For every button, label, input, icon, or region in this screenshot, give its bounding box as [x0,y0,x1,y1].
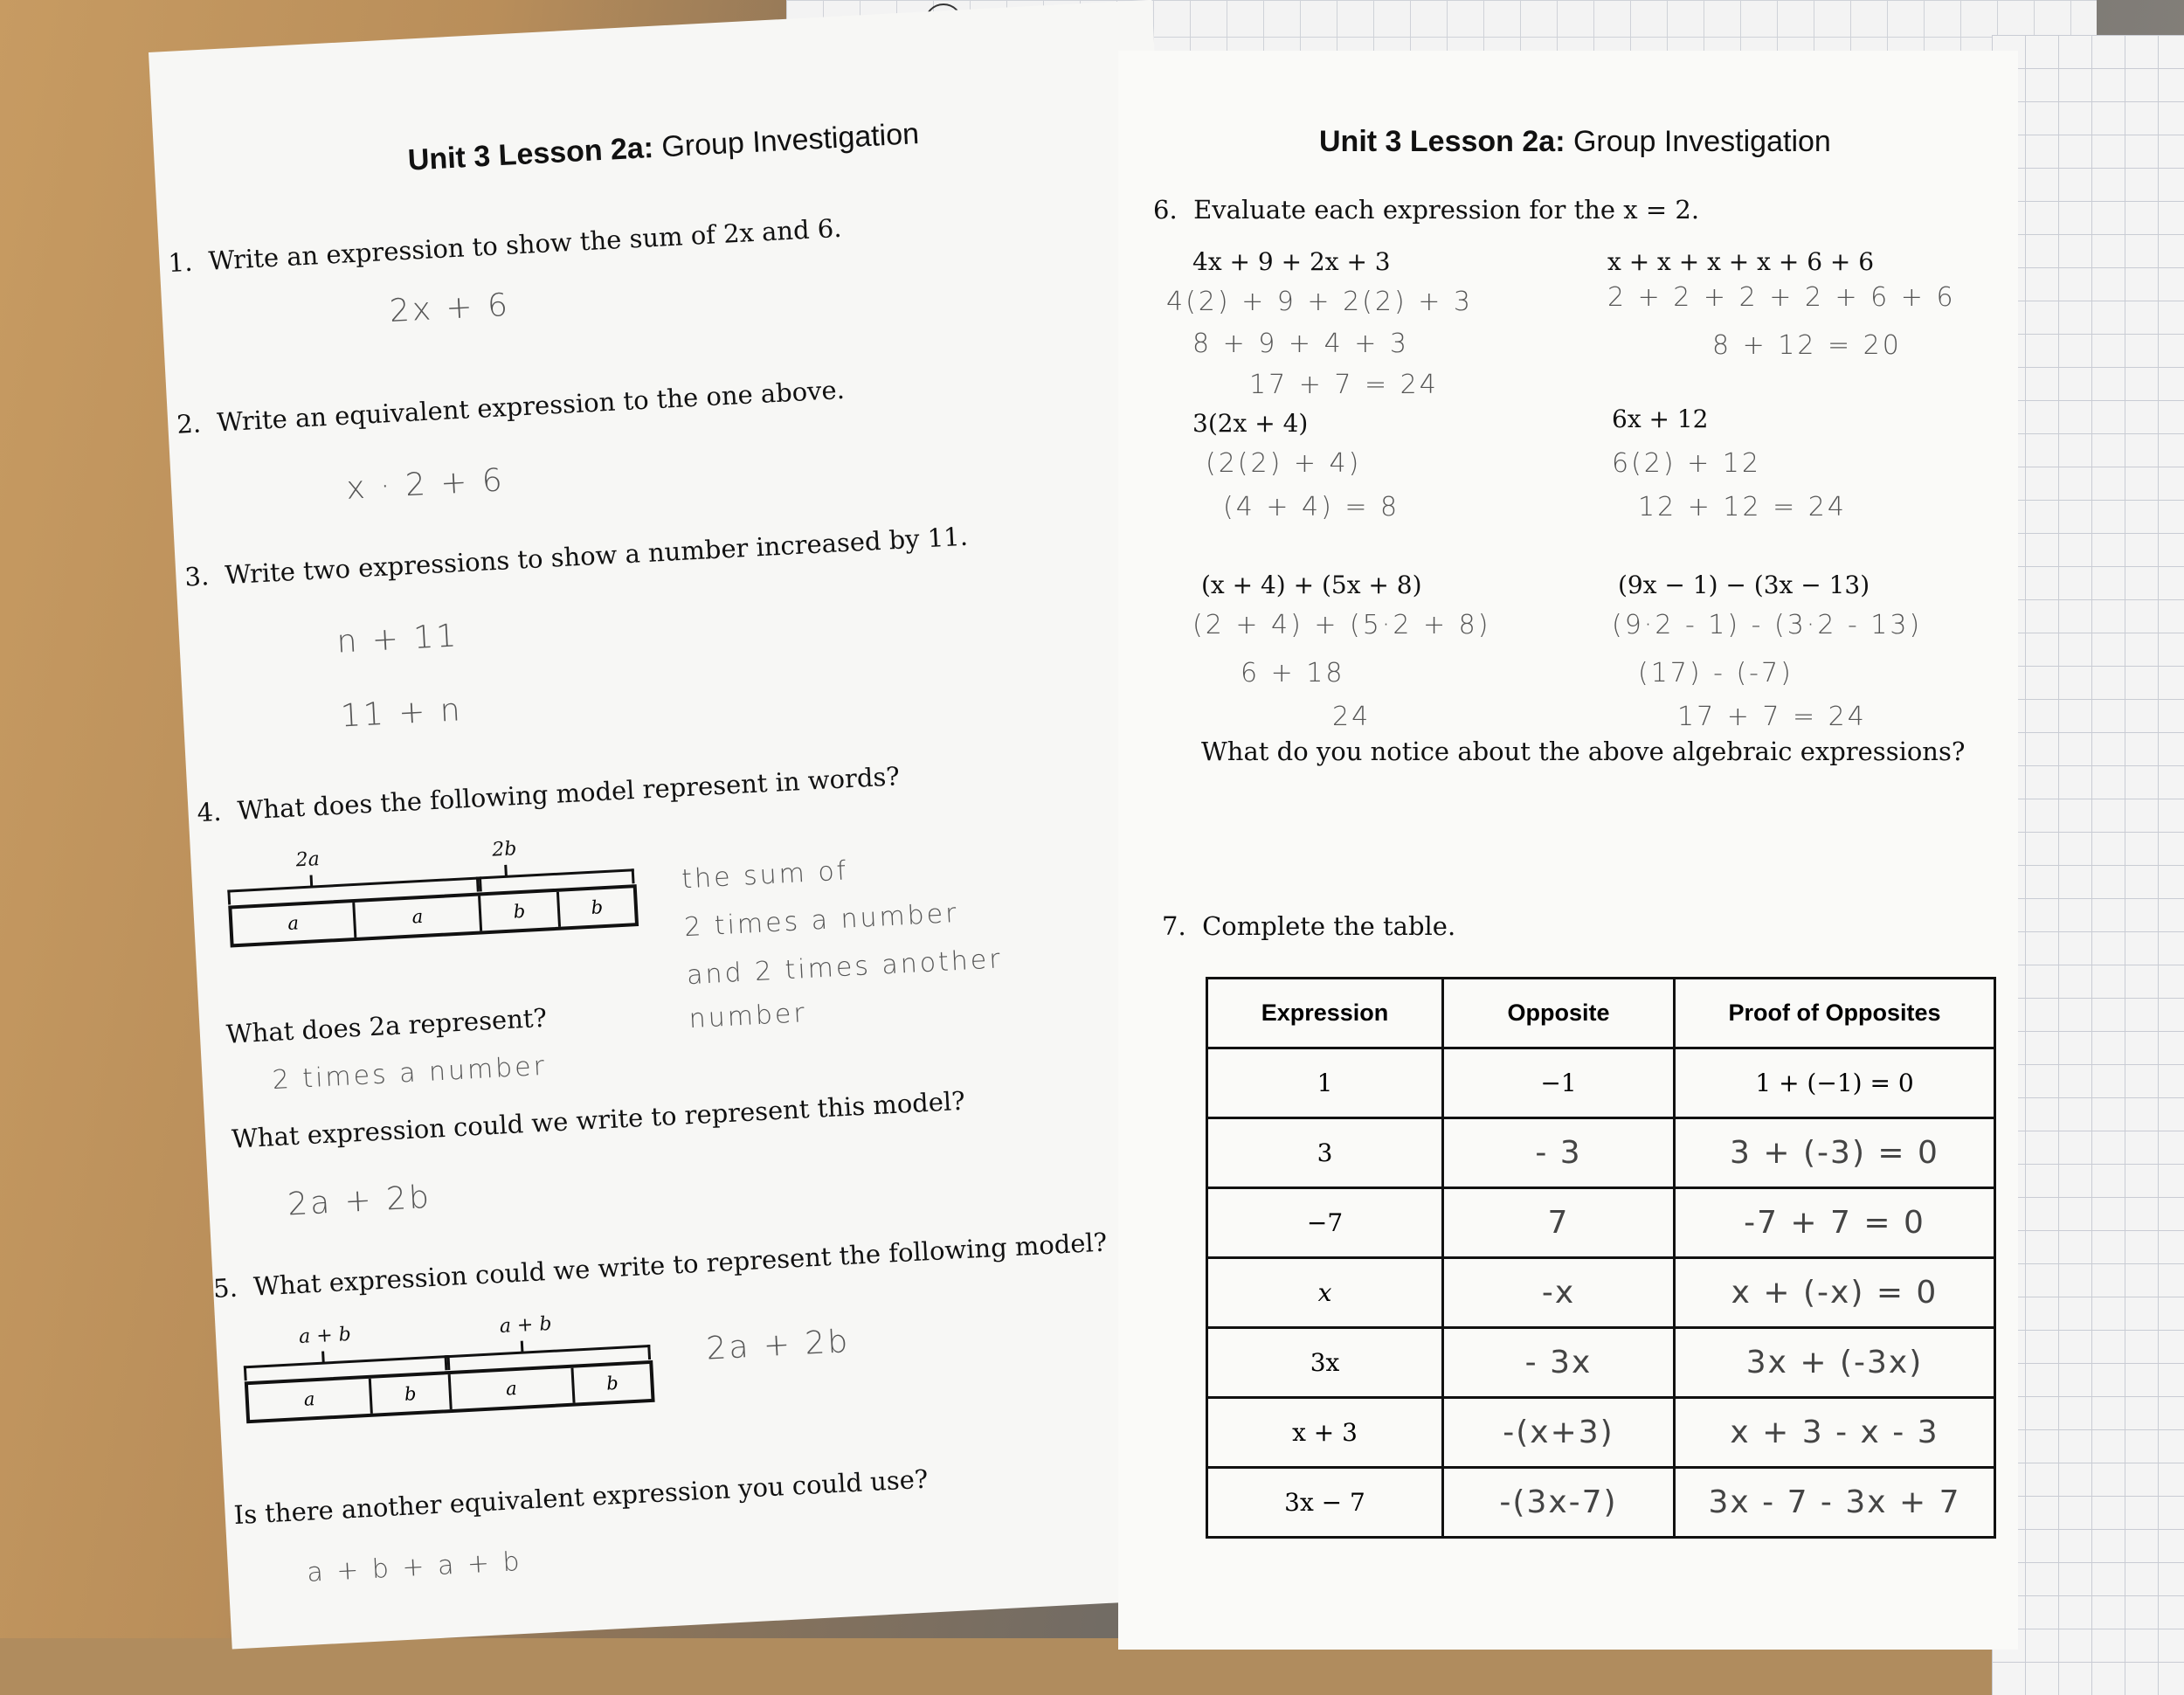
cell-proof: 3x - 7 - 3x + 7 [1675,1468,1995,1538]
expression-6e: (x + 4) + (5x + 8) [1201,571,1422,599]
question-5: 5. What expression could we write to represent the following model? [212,1227,1109,1304]
table-row [1207,1188,1995,1258]
work-6a-2: 8 + 9 + 4 + 3 [1192,329,1409,359]
question-4-sub1: What does 2a represent? [225,1002,548,1049]
cell-expression: x [1207,1258,1443,1328]
model4-cell: a [232,903,356,944]
question-5-sub: Is there another equivalent expression you could use? [232,1463,930,1531]
question-4-sub2: What expression could we write to represent this model? [231,1085,966,1154]
answer-3b: 11 + n [340,692,464,735]
model4-cell: a [356,896,482,937]
question-7: 7. Complete the table. [1162,911,1456,941]
table-row [1207,1118,1995,1188]
cell-proof: x + (-x) = 0 [1675,1258,1995,1328]
model5-label-1: a + b [298,1323,352,1348]
answer-1: 2x + 6 [388,287,511,329]
cell-expression: 1 [1207,1048,1443,1118]
cell-opposite: −1 [1443,1048,1675,1118]
header-expression: Expression [1207,979,1443,1048]
cell-proof: -7 + 7 = 0 [1675,1188,1995,1258]
question-1: 1. Write an expression to show the sum of 2x and 6. [167,212,843,279]
work-6f-1: (9·2 - 1) - (3·2 - 13) [1612,610,1923,640]
work-6c-2: (4 + 4) = 8 [1223,492,1400,522]
model5-label-2: a + b [499,1312,553,1338]
expression-6c: 3(2x + 4) [1192,409,1309,438]
work-6d-2: 12 + 12 = 24 [1638,492,1847,522]
cell-expression: 3x [1207,1328,1443,1398]
words-line-4: number [688,998,808,1035]
header-proof: Proof of Opposites [1675,979,1995,1048]
cell-expression: 3x − 7 [1207,1468,1443,1538]
cell-proof: 1 + (−1) = 0 [1675,1048,1995,1118]
model4-label-2a: 2a [294,848,321,872]
model5-cell: a [450,1368,575,1409]
work-6a-1: 4(2) + 9 + 2(2) + 3 [1166,287,1473,317]
work-6a-3: 17 + 7 = 24 [1249,370,1439,400]
table-row [1207,1258,1995,1328]
answer-2: x · 2 + 6 [345,462,506,507]
work-6e-2: 6 + 18 [1241,658,1345,688]
model4-cell: b [591,896,604,918]
cell-opposite: -(3x-7) [1443,1468,1675,1538]
model4-cell: b [480,892,561,931]
answer-5-sub: a + b + a + b [306,1546,523,1588]
model5-cell: a [248,1379,373,1420]
work-6f-3: 17 + 7 = 24 [1677,702,1867,732]
graph-paper-right [1992,35,2184,1695]
expression-6d: 6x + 12 [1612,405,1709,433]
table-row [1207,1398,1995,1468]
work-6b-2: 8 + 12 = 20 [1712,330,1902,361]
table-header-row [1207,979,1995,1048]
notice-question: What do you notice about the above algebraic expressions? [1201,737,1966,766]
table-row [1207,1468,1995,1538]
question-2: 2. Write an equivalent expression to the one above. [176,374,846,439]
work-6c-1: (2(2) + 4) [1206,448,1362,479]
expression-6b: x + x + x + x + 6 + 6 [1607,247,1875,276]
answer-4-sub2: 2a + 2b [287,1179,432,1223]
answer-5: 2a + 2b [705,1324,852,1367]
cell-proof: x + 3 - x - 3 [1675,1398,1995,1468]
left-worksheet-page [149,0,1235,1649]
cell-expression: x + 3 [1207,1398,1443,1468]
opposites-table [1206,977,1996,1539]
cell-proof: 3 + (-3) = 0 [1675,1118,1995,1188]
cell-opposite: - 3x [1443,1328,1675,1398]
question-6: 6. Evaluate each expression for the x = 2. [1153,195,1700,225]
work-6b-1: 2 + 2 + 2 + 2 + 6 + 6 [1607,282,1956,313]
model5-cell: b [371,1374,452,1414]
table-row [1207,1048,1995,1118]
right-worksheet-page [1118,51,2018,1650]
question-3: 3. Write two expressions to show a number increased by 11. [183,521,969,592]
work-6d-1: 6(2) + 12 [1612,448,1761,479]
question-4: 4. What does the following model represent in words? [196,761,901,828]
model4-label-2b: 2b [491,838,518,861]
cell-opposite: - 3 [1443,1118,1675,1188]
cell-opposite: 7 [1443,1188,1675,1258]
table-row [1207,1328,1995,1398]
answer-3a: n + 11 [335,618,460,661]
work-6f-2: (17) - (-7) [1638,658,1794,688]
left-page-title: Unit 3 Lesson 2a: Group Investigation [406,116,920,177]
right-page-title: Unit 3 Lesson 2a: Group Investigation [1319,125,1831,158]
expression-6f: (9x − 1) − (3x − 13) [1618,571,1870,599]
model5-cell: b [605,1372,619,1394]
work-6e-1: (2 + 4) + (5·2 + 8) [1192,610,1491,640]
expression-6a: 4x + 9 + 2x + 3 [1192,247,1391,276]
cell-proof: 3x + (-3x) [1675,1328,1995,1398]
header-opposite: Opposite [1443,979,1675,1048]
cell-expression: −7 [1207,1188,1443,1258]
cell-opposite: -(x+3) [1443,1398,1675,1468]
words-line-1: the sum of [681,855,850,896]
work-6e-3: 24 [1332,702,1372,732]
cell-expression: 3 [1207,1118,1443,1188]
words-line-3: and 2 times another [686,944,1004,992]
words-line-2: 2 times a number [683,897,960,944]
answer-4-sub1: 2 times a number [271,1050,548,1097]
cell-opposite: -x [1443,1258,1675,1328]
